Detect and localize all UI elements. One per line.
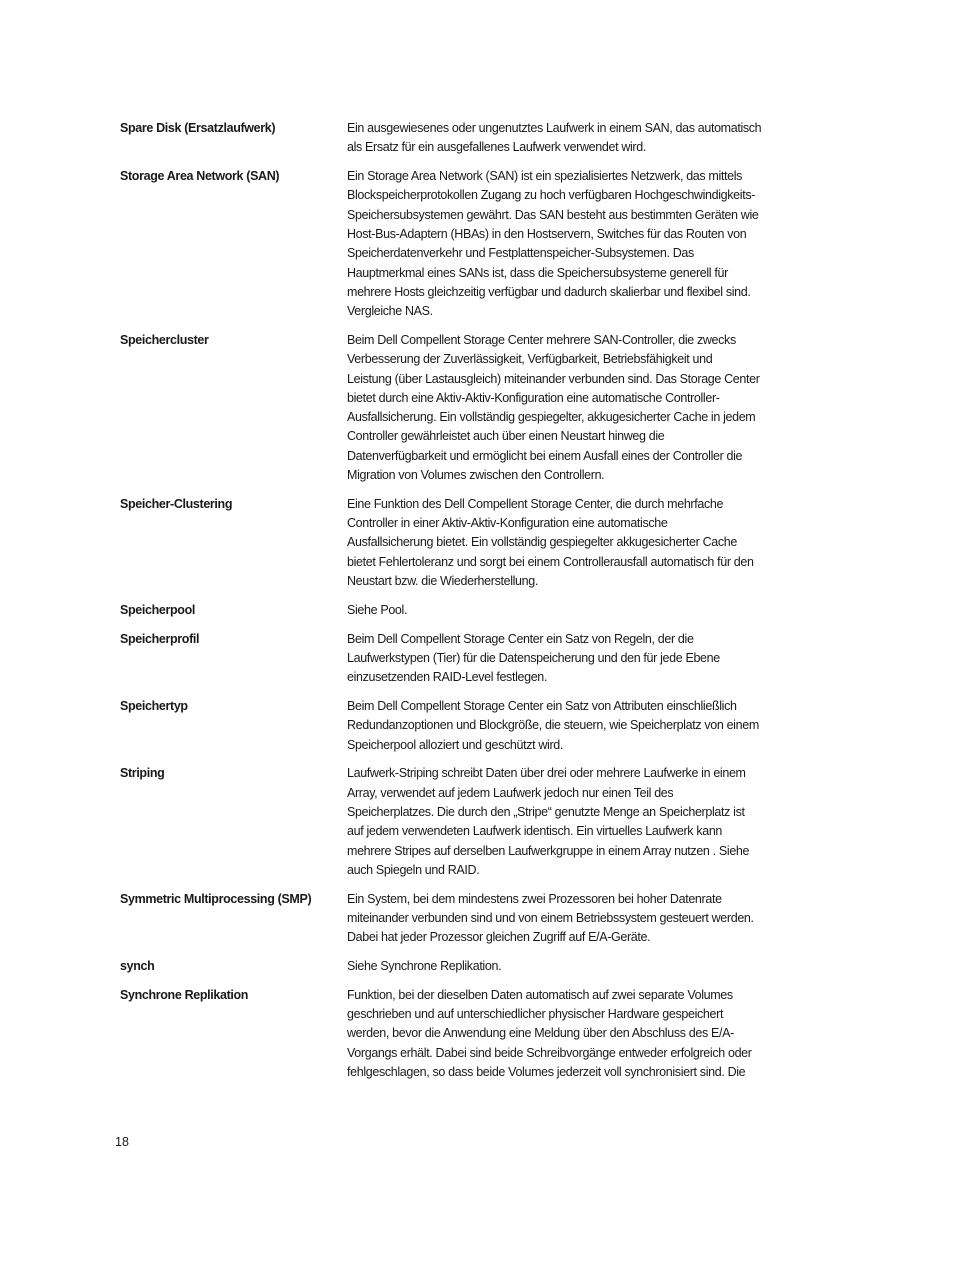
definition-line: werden, bevor die Anwendung eine Meldung über den Abschluss des E/A- <box>347 1026 734 1041</box>
definition-line: bietet durch eine Aktiv-Aktiv-Konfiguration eine automatische Controller- <box>347 390 720 405</box>
glossary-term: Symmetric Multiprocessing (SMP) <box>120 891 312 906</box>
glossary-definition <box>347 697 817 755</box>
definition-line: Vorgangs erhält. Dabei sind beide Schreibvorgänge entweder erfolgreich oder <box>347 1045 752 1060</box>
glossary-entry <box>120 986 820 1082</box>
glossary-definition <box>347 630 817 688</box>
glossary-entry <box>120 764 820 880</box>
glossary-entry <box>120 167 820 321</box>
glossary-list <box>120 119 820 1092</box>
glossary-definition <box>347 986 817 1082</box>
definition-line: Ein ausgewiesenes oder ungenutztes Laufwerk in einem SAN, das automatisch <box>347 121 762 135</box>
glossary-definition <box>347 764 817 880</box>
glossary-definition <box>347 331 817 485</box>
glossary-term: Storage Area Network (SAN) <box>120 169 280 184</box>
definition-line: Ausfallsicherung. Ein vollständig gespiegelter, akkugesicherter Cache in jedem <box>347 410 756 425</box>
glossary-term: Speicherpool <box>120 602 195 617</box>
definition-line: mehrere Hosts gleichzeitig verfügbar und dadurch skalierbar und flexibel sind. <box>347 284 751 299</box>
definition-line: Eine Funktion des Dell Compellent Storage Center, die durch mehrfache <box>347 496 724 511</box>
definition-line: Hauptmerkmal eines SANs ist, dass die Speichersubsysteme generell für <box>347 265 728 280</box>
definition-line: Speichersubsystemen gewährt. Das SAN besteht aus bestimmten Geräten wie <box>347 207 759 222</box>
glossary-entry <box>120 331 820 485</box>
glossary-definition <box>347 119 817 158</box>
definition-line: Ein Storage Area Network (SAN) ist ein spezialisiertes Netzwerk, das mittels <box>347 169 743 184</box>
definition-line: Siehe Synchrone Replikation. <box>347 959 502 974</box>
definition-line: Blockspeicherprotokollen Zugang zu hoch verfügbaren Hochgeschwindigkeits- <box>347 188 756 203</box>
definition-line: Beim Dell Compellent Storage Center ein Satz von Attributen einschließlich <box>347 699 737 714</box>
definition-line: Host-Bus-Adaptern (HBAs) in den Hostservern, Switches für das Routen von <box>347 226 747 241</box>
definition-line: Ausfallsicherung bietet. Ein vollständig gespiegelter akkugesicherter Cache <box>347 535 737 550</box>
glossary-entry <box>120 601 820 620</box>
definition-line: Controller gewährleistet auch über einen Neustart hinweg die <box>347 429 665 444</box>
definition-line: Beim Dell Compellent Storage Center mehrere SAN-Controller, die zwecks <box>347 332 736 347</box>
glossary-term: Synchrone Replikation <box>120 987 249 1002</box>
glossary-entry <box>120 697 820 755</box>
definition-line: einzusetzenden RAID-Level festlegen. <box>347 670 548 685</box>
definition-line: Ein System, bei dem mindestens zwei Prozessoren bei hoher Datenrate <box>347 891 722 906</box>
definition-line: fehlgeschlagen, so dass beide Volumes jederzeit voll synchronisiert sind. Die <box>347 1065 746 1080</box>
definition-line: Laufwerkstypen (Tier) für die Datenspeicherung und den für jede Ebene <box>347 650 720 665</box>
definition-line: als Ersatz für ein ausgefallenes Laufwerk verwendet wird. <box>347 140 646 155</box>
definition-line: auf jedem verwendeten Laufwerk identisch. Ein virtuelles Laufwerk kann <box>347 824 723 839</box>
definition-line: Siehe Pool. <box>347 602 408 617</box>
glossary-term: Speicherprofil <box>120 631 200 646</box>
definition-line: mehrere Stripes auf derselben Laufwerkgruppe in einem Array nutzen . Siehe <box>347 843 750 858</box>
glossary-entry <box>120 957 820 976</box>
definition-line: Funktion, bei der dieselben Daten automatisch auf zwei separate Volumes <box>347 987 733 1002</box>
definition-line: Migration von Volumes zwischen den Controllern. <box>347 468 605 483</box>
definition-line: Speicherdatenverkehr und Festplattenspeicher-Subsystemen. Das <box>347 246 694 261</box>
definition-line: miteinander verbunden sind und von einem Betriebssystem gesteuert werden. <box>347 910 754 925</box>
definition-line: bietet Fehlertoleranz und sorgt bei einem Controllerausfall automatisch für den <box>347 554 754 569</box>
definition-line: Neustart bzw. die Wiederherstellung. <box>347 574 538 589</box>
glossary-definition <box>347 890 817 948</box>
glossary-definition <box>347 495 817 591</box>
glossary-term: synch <box>120 959 155 974</box>
definition-line: Vergleiche NAS. <box>347 304 433 319</box>
definition-line: Verbesserung der Zuverlässigkeit, Verfügbarkeit, Betriebsfähigkeit und <box>347 352 713 367</box>
definition-line: Leistung (über Lastausgleich) miteinander verbunden sind. Das Storage Center <box>347 371 760 386</box>
definition-line: Laufwerk-Striping schreibt Daten über drei oder mehrere Laufwerke in einem <box>347 766 746 781</box>
definition-line: Datenverfügbarkeit und ermöglicht bei einem Ausfall eines der Controller die <box>347 448 743 463</box>
glossary-term: Spare Disk (Ersatzlaufwerk) <box>120 121 276 135</box>
definition-line: Controller in einer Aktiv-Aktiv-Konfiguration eine automatische <box>347 516 668 531</box>
definition-line: geschrieben und auf unterschiedlicher physischer Hardware gespeichert <box>347 1007 724 1022</box>
glossary-term: Speicher-Clustering <box>120 496 233 511</box>
glossary-term: Striping <box>120 766 165 781</box>
glossary-definition <box>347 167 817 321</box>
definition-line: Dabei hat jeder Prozessor gleichen Zugriff auf E/A-Geräte. <box>347 930 651 945</box>
page-number: 18 <box>115 1135 129 1149</box>
glossary-entry <box>120 890 820 948</box>
definition-line: Beim Dell Compellent Storage Center ein Satz von Regeln, der die <box>347 631 694 646</box>
glossary-term: Speichertyp <box>120 699 188 714</box>
definition-line: Redundanzoptionen und Blockgröße, die steuern, wie Speicherplatz von einem <box>347 718 759 733</box>
definition-line: Speicherplatzes. Die durch den „Stripe“ genutzte Menge an Speicherplatz ist <box>347 805 745 819</box>
definition-line: auch Spiegeln und RAID. <box>347 862 480 877</box>
glossary-definition <box>347 601 817 620</box>
glossary-term: Speichercluster <box>120 332 209 347</box>
glossary-definition <box>347 957 817 976</box>
definition-line: Array, verwendet auf jedem Laufwerk jedoch nur einen Teil des <box>347 785 674 800</box>
glossary-entry <box>120 630 820 688</box>
glossary-entry <box>120 119 820 158</box>
glossary-entry <box>120 495 820 591</box>
definition-line: Speicherpool alloziert und geschützt wird. <box>347 737 563 752</box>
